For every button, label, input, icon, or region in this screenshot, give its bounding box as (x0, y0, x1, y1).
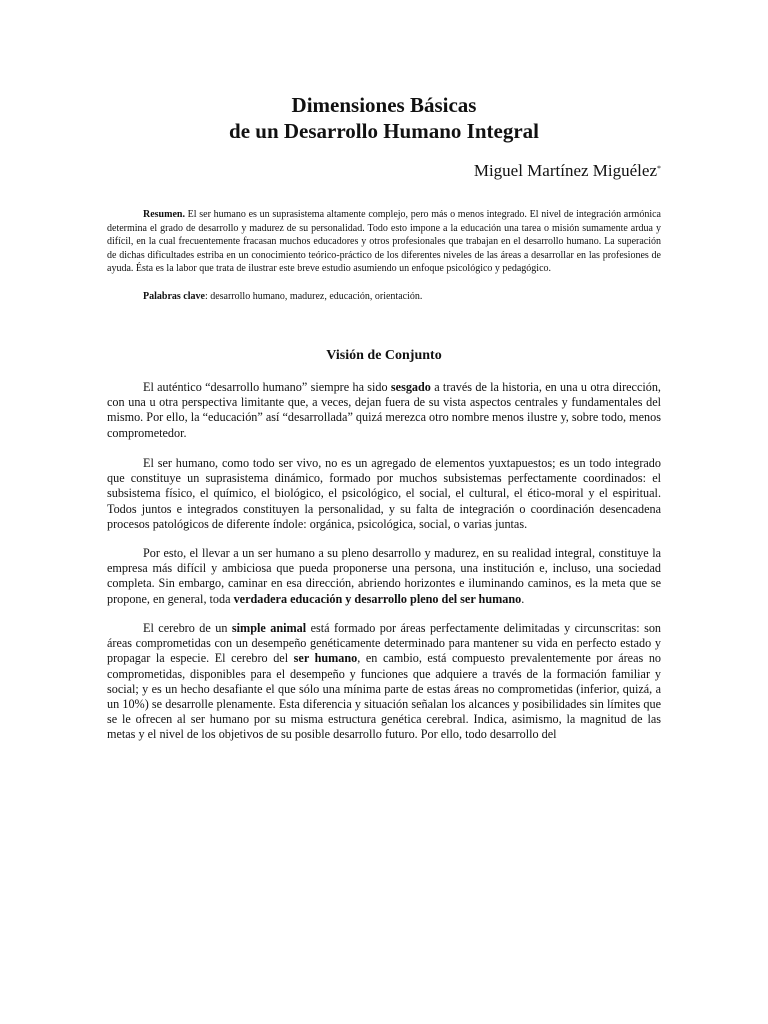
paragraph-bold: verdadera educación y desarrollo pleno del ser humano (233, 591, 522, 606)
title-line-1: Dimensiones Básicas (291, 93, 477, 117)
keywords-text: : desarrollo humano, madurez, educación, orientación. (204, 291, 423, 302)
paragraph-text: El cerebro de un (143, 621, 232, 635)
paragraph-bold: sesgado (390, 380, 431, 394)
paragraph-text: , en cambio, está compuesto prevalentemente por áreas no comprometidas, disponibles para el desempeño y funciones que adquiere a través de la formación familiar y social; y es un hecho desafiante el que sólo una mínima parte de estas áreas no comprometidas (inferior, quizá, a un 10%) se desarrolle plenamente. Esta diferencia y situación señalan los alcances y posibilidades sin límites que se le ofrecen al ser humano por su misma estructura genética cerebral. Indica, asimismo, la magnitud de las metas y el nivel de los objetivos de su posible desarrollo futuro. Por ello, todo desarrollo del (107, 651, 662, 742)
title-line-2: de un Desarrollo Humano Integral (229, 119, 539, 143)
keywords (107, 290, 661, 304)
paragraph-bold: simple animal (231, 621, 307, 635)
paragraph-text: a través de la historia, en una u otra dirección, con una u otra perspectiva limitante que, a veces, dejan fuera de su vista aspectos centrales y fundamentales del mismo. Por ello, la “educación” así “desarrollada” quizá merezca otro nombre menos ilustre y, sobre todo, menos comprometedor. (107, 380, 661, 440)
author-text: Miguel Martínez Miguélez (473, 161, 657, 180)
abstract (107, 208, 661, 276)
paragraph-text: El auténtico “desarrollo humano” siempre ha sido (143, 380, 391, 394)
author-footnote-mark: * (657, 164, 661, 173)
paragraph-text: . (521, 591, 525, 606)
author-name (474, 160, 661, 182)
section-heading: Visión de Conjunto (326, 348, 442, 363)
paragraph-text: El ser humano, como todo ser vivo, no es un agregado de elementos yuxtapuestos; es un todo integrado que constituye un suprasistema dinámico, formado por muchos subsistemas perfectamente coordinados: el subsistema físico, el químico, el biológico, el psicológico, el social, el cultural, el ético-moral y el espiritual. Todos juntos e integrados constituyen la personalidad, y su falta de integración o coordinación desencadena procesos patológicos de diferente índole: orgánica, psicológica, social, o varias juntas. (107, 456, 661, 531)
keywords-label: Palabras clave (143, 291, 205, 302)
paragraph-1 (107, 380, 661, 441)
paragraph-2 (107, 456, 661, 532)
paragraph-3 (107, 546, 661, 607)
paragraph-text: Por esto, el llevar a un ser humano a su pleno desarrollo y madurez, en su realidad integral, constituye la empresa más difícil y ambiciosa que pueda proponerse una persona, una institución e, incluso, una sociedad completa. Sin embargo, caminar en esa dirección, abriendo horizontes e iluminando caminos, es la meta que se propone, en general, toda (107, 546, 661, 606)
paragraph-text: está formado por áreas perfectamente delimitadas y circunscritas: son áreas comprometidas con un desempeño genéticamente determinado para mantener su vida en perfecto estado y propagar la especie. El cerebro del (107, 621, 662, 666)
abstract-label: Resumen. (143, 209, 185, 220)
paragraph-4 (107, 621, 661, 743)
abstract-text: El ser humano es un suprasistema altamente complejo, pero más o menos integrado. El nivel de integración armónica determina el grado de desarrollo y madurez de su personalidad. Todo esto impone a la educación una tarea o misión sumamente ardua y difícil, en la cual frecuentemente fracasan muchos educadores y otros profesionales que trabajan en el desarrollo humano. La superación de dichas dificultades estriba en un conocimiento teórico-práctico de los diferentes niveles de las áreas a desarrollar en las profesiones de ayuda. Ésta es la labor que trata de ilustrar este breve estudio asumiendo un enfoque psicológico y pedagógico. (107, 209, 661, 275)
paragraph-bold: ser humano (293, 651, 358, 666)
